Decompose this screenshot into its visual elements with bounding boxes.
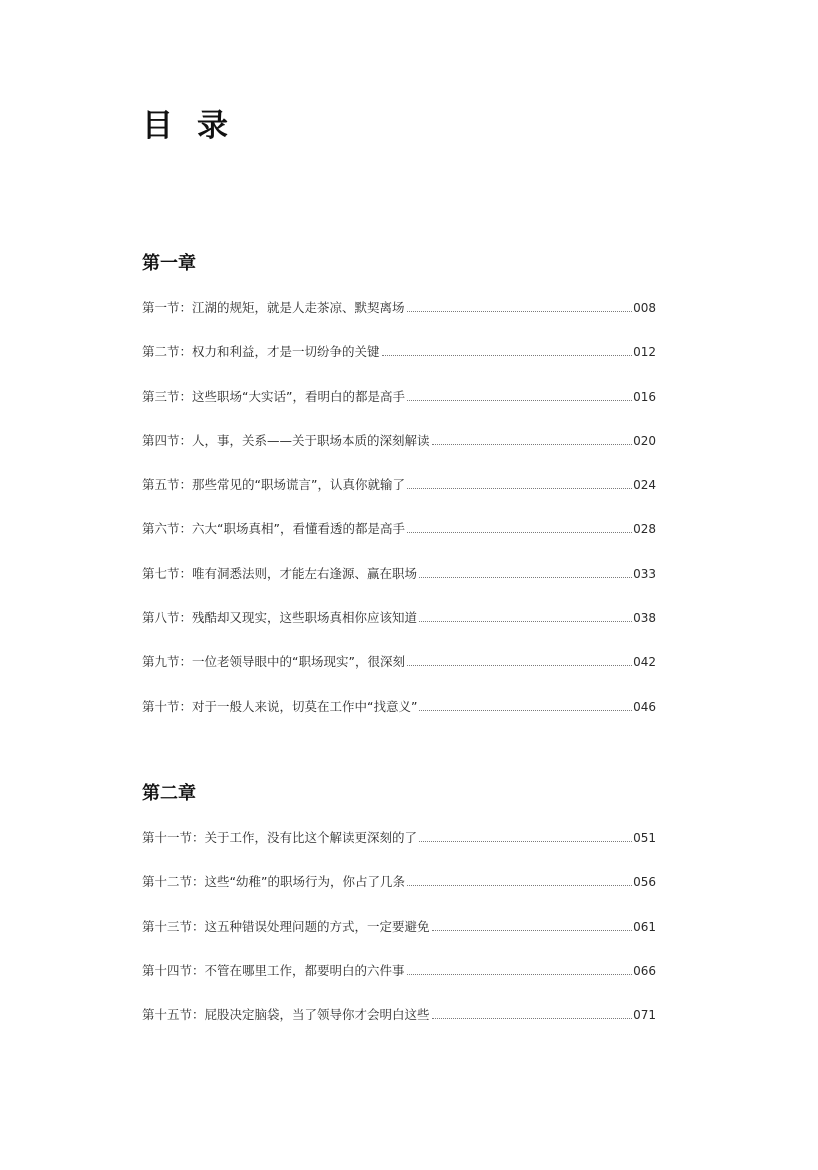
section-title: 那些常见的“职场谎言”，认真你就输了	[192, 477, 405, 493]
page-number: 066	[633, 963, 656, 978]
section-title: 对于一般人来说，切莫在工作中“找意义”	[192, 698, 418, 714]
section-title: 这些职场“大实话”，看明白的都是高手	[192, 388, 405, 404]
section-title: 屁股决定脑袋，当了领导你才会明白这些	[204, 1007, 430, 1023]
section-label: 第六节：	[142, 521, 193, 537]
page-number: 071	[633, 1008, 656, 1023]
dot-leader	[432, 443, 633, 445]
dot-leader	[407, 310, 633, 312]
toc-entry[interactable]	[142, 1005, 656, 1049]
page-number: 024	[633, 478, 656, 493]
chapter-title: 第一章	[142, 253, 196, 274]
page-number: 038	[633, 611, 656, 626]
toc-entry[interactable]	[142, 475, 656, 519]
section-title: 残酷却又现实，这些职场真相你应该知道	[192, 610, 418, 626]
dot-leader	[432, 1017, 633, 1019]
section-title: 江湖的规矩，就是人走茶凉、默契离场	[192, 300, 405, 315]
section-title: 一位老领导眼中的“职场现实”，很深刻	[192, 654, 405, 670]
toc-entry[interactable]	[142, 431, 656, 475]
dot-leader	[407, 973, 633, 975]
dot-leader	[419, 620, 632, 622]
section-title: 权力和利益，才是一切纷争的关键	[192, 344, 380, 360]
page-number: 033	[633, 566, 656, 581]
dot-leader	[382, 354, 633, 356]
section-title: 关于工作，没有比这个解读更深刻的了	[204, 830, 418, 845]
toc-entry[interactable]	[142, 697, 656, 741]
section-label: 第八节：	[142, 610, 193, 626]
page-number: 061	[633, 919, 656, 934]
section-title: 不管在哪里工作，都要明白的六件事	[204, 962, 405, 978]
section-label: 第九节：	[142, 654, 193, 670]
dot-leader	[407, 664, 632, 666]
page-number: 020	[633, 433, 656, 448]
dot-leader	[419, 709, 632, 711]
section-label: 第十四节：	[142, 962, 205, 978]
page-number: 012	[633, 345, 656, 360]
dot-leader	[407, 487, 632, 489]
dot-leader	[407, 399, 632, 401]
section-label: 第十一节：	[142, 830, 205, 845]
section-title: 这些“幼稚”的职场行为，你占了几条	[204, 874, 405, 890]
section-label: 第二节：	[142, 344, 193, 360]
toc-entry[interactable]	[142, 828, 656, 872]
toc-entry[interactable]	[142, 298, 656, 342]
chapter-title: 第二章	[142, 783, 196, 804]
chapter-2	[142, 782, 656, 1049]
toc-entry-list	[142, 298, 656, 741]
toc-entry[interactable]	[142, 961, 656, 1005]
section-label: 第十节：	[142, 698, 193, 714]
section-title: 唯有洞悉法则，才能左右逢源、赢在职场	[192, 565, 418, 581]
page-title: 目录	[142, 108, 252, 144]
chapter-1	[142, 252, 656, 741]
dot-leader	[419, 840, 632, 842]
page-number: 056	[633, 875, 656, 890]
section-label: 第五节：	[142, 477, 193, 493]
section-label: 第十二节：	[142, 874, 205, 890]
dot-leader	[419, 576, 632, 578]
page-number: 008	[633, 301, 656, 315]
section-title: 人，事，关系——关于职场本质的深刻解读	[192, 432, 430, 448]
page-number: 046	[633, 699, 656, 714]
toc-entry-list	[142, 828, 656, 1049]
toc-entry[interactable]	[142, 608, 656, 652]
page-number: 051	[633, 831, 656, 845]
section-label: 第十五节：	[142, 1007, 205, 1023]
section-label: 第一节：	[142, 300, 193, 315]
dot-leader	[432, 929, 633, 931]
section-title: 这五种错误处理问题的方式，一定要避免	[204, 918, 430, 934]
section-label: 第七节：	[142, 565, 193, 581]
dot-leader	[407, 531, 632, 533]
page-number: 028	[633, 522, 656, 537]
page-number: 016	[633, 389, 656, 404]
section-title: 六大“职场真相”，看懂看透的都是高手	[192, 521, 405, 537]
toc-entry[interactable]	[142, 652, 656, 696]
section-label: 第十三节：	[142, 918, 205, 934]
toc-entry[interactable]	[142, 917, 656, 961]
toc-entry[interactable]	[142, 564, 656, 608]
toc-entry[interactable]	[142, 387, 656, 431]
toc-entry[interactable]	[142, 872, 656, 916]
section-label: 第四节：	[142, 432, 193, 448]
toc-entry[interactable]	[142, 342, 656, 386]
section-label: 第三节：	[142, 388, 193, 404]
toc-entry[interactable]	[142, 519, 656, 563]
page-number: 042	[633, 655, 656, 670]
dot-leader	[407, 884, 632, 886]
